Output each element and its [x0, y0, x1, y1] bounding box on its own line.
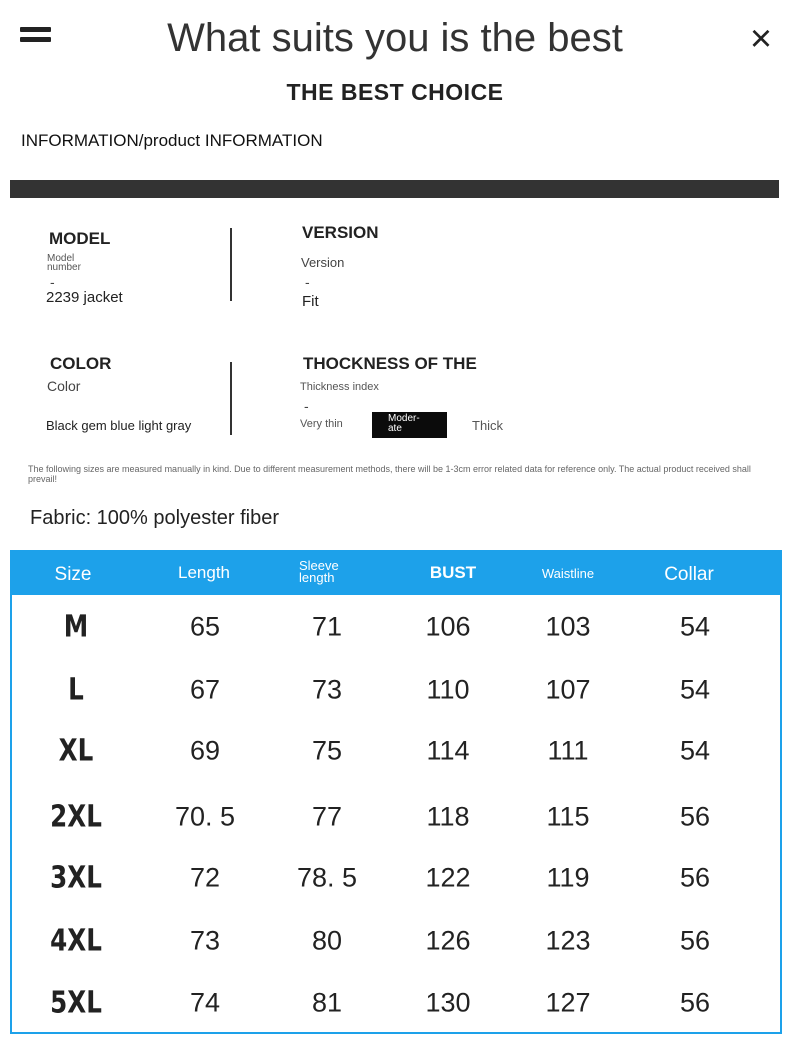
- table-cell: 75: [311, 735, 343, 766]
- table-cell: 56: [679, 987, 711, 1018]
- version-label: VERSION: [302, 223, 379, 242]
- table-cell: 130: [425, 987, 471, 1018]
- table-cell: 126: [425, 925, 471, 956]
- table-cell: 81: [311, 987, 343, 1018]
- size-cell: L: [68, 672, 84, 708]
- table-cell: 73: [311, 674, 343, 705]
- table-cell: 72: [189, 862, 221, 893]
- table-cell: 54: [679, 674, 711, 705]
- column-divider: [230, 228, 232, 301]
- color-sublabel: Color: [47, 378, 81, 394]
- table-cell: 107: [545, 674, 591, 705]
- fabric-info: Fabric: 100% polyester fiber: [30, 507, 280, 529]
- table-cell: 80: [311, 925, 343, 956]
- table-cell: 78. 5: [296, 862, 358, 893]
- size-cell: M: [63, 609, 89, 645]
- size-cell: 2XL: [50, 799, 102, 835]
- column-header-length: Length: [178, 563, 230, 582]
- table-cell: 122: [425, 862, 471, 893]
- thickness-dash: -: [304, 398, 309, 414]
- table-cell: 56: [679, 862, 711, 893]
- size-cell: 5XL: [50, 985, 102, 1021]
- color-value: Black gem blue light gray: [46, 418, 192, 433]
- column-header-bust: BUST: [429, 563, 477, 582]
- table-cell: 119: [546, 862, 590, 893]
- table-cell: 65: [189, 611, 221, 642]
- column-divider: [230, 362, 232, 435]
- table-cell: 70. 5: [174, 801, 236, 832]
- column-header-collar: Collar: [664, 564, 714, 585]
- thickness-option-very-thin: Very thin: [300, 418, 343, 430]
- table-cell: 54: [679, 735, 711, 766]
- table-cell: 56: [679, 925, 711, 956]
- table-cell: 69: [189, 735, 221, 766]
- table-cell: 118: [426, 801, 470, 832]
- version-dash: -: [305, 274, 310, 290]
- model-label: MODEL: [49, 229, 111, 248]
- page-title: What suits you is the best: [167, 16, 623, 60]
- table-cell: 127: [545, 987, 591, 1018]
- thickness-option-moderate: [372, 412, 447, 438]
- column-header-waistline: Waistline: [541, 566, 595, 581]
- table-cell: 110: [426, 674, 470, 705]
- size-cell: XL: [58, 733, 94, 769]
- info-heading: INFORMATION/product INFORMATION: [21, 131, 323, 150]
- size-table-header: [10, 550, 782, 595]
- model-value: 2239 jacket: [46, 289, 123, 306]
- thickness-option-thick: Thick: [472, 418, 504, 433]
- size-cell: 4XL: [50, 923, 102, 959]
- table-cell: 103: [545, 611, 591, 642]
- model-dash: -: [50, 274, 55, 290]
- table-cell: 123: [545, 925, 591, 956]
- table-cell: 114: [426, 735, 470, 766]
- thickness-label: THOCKNESS OF THE: [303, 354, 477, 373]
- table-cell: 115: [546, 801, 590, 832]
- banner-title: THE BEST CHOICE: [286, 79, 504, 105]
- size-cell: 3XL: [50, 860, 102, 896]
- version-value: Fit: [302, 293, 319, 310]
- table-cell: 56: [679, 801, 711, 832]
- table-cell: 71: [311, 611, 343, 642]
- section-divider: [10, 180, 779, 198]
- thickness-option-moderate-label: Moder- ate: [388, 413, 420, 434]
- version-sublabel: Version: [301, 255, 345, 270]
- close-icon[interactable]: ×: [749, 18, 773, 60]
- column-header-sleeve-length: Sleeve length: [299, 558, 339, 585]
- table-cell: 111: [547, 735, 589, 766]
- thickness-sublabel: Thickness index: [300, 381, 379, 393]
- table-cell: 73: [189, 925, 221, 956]
- table-cell: 54: [679, 611, 711, 642]
- model-sublabel: Model number: [47, 253, 81, 273]
- table-cell: 77: [311, 801, 343, 832]
- table-cell: 106: [425, 611, 471, 642]
- table-cell: 74: [189, 987, 221, 1018]
- table-cell: 67: [189, 674, 221, 705]
- disclaimer-text: The following sizes are measured manually in kind. Due to different measurement methods, there will be 1-3cm error related data for reference only. The actual product received shall prevail!: [28, 464, 751, 484]
- color-label: COLOR: [50, 354, 112, 373]
- column-header-size: Size: [54, 564, 92, 585]
